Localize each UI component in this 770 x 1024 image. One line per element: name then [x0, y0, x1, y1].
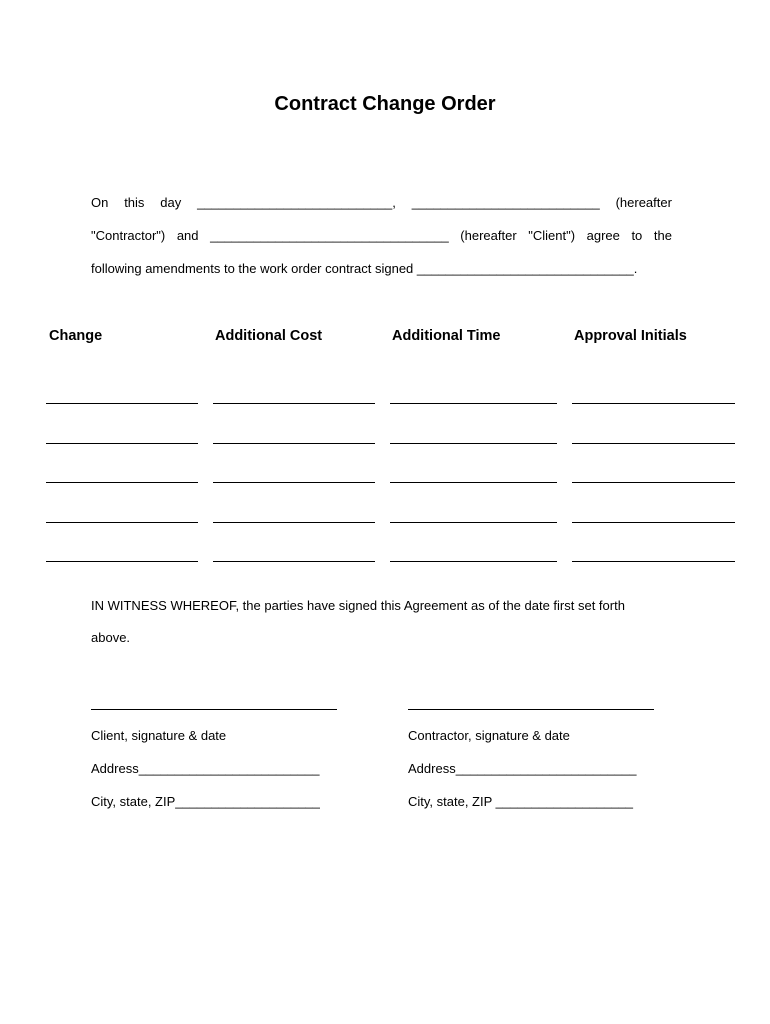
table-blank-line — [213, 482, 375, 483]
word: to — [631, 228, 643, 243]
table-blank-line — [390, 482, 557, 483]
table-blank-line — [572, 482, 735, 483]
table-blank-line — [390, 522, 557, 523]
header-additional-time: Additional Time — [392, 328, 501, 344]
date-blank: ___________________________, — [197, 195, 396, 210]
contractor-signature-label: Contractor, signature & date — [408, 728, 570, 743]
word: (hereafter — [460, 228, 517, 243]
table-blank-line — [390, 561, 557, 562]
client-address: Address_________________________ — [91, 761, 320, 776]
word: day — [160, 195, 182, 210]
table-blank-line — [572, 522, 735, 523]
contractor-address: Address_________________________ — [408, 761, 637, 776]
client-signature-line — [91, 709, 337, 710]
table-blank-line — [572, 561, 735, 562]
table-blank-line — [46, 482, 198, 483]
witness-line-2: above. — [91, 630, 131, 645]
word: On — [91, 195, 109, 210]
witness-line-1: IN WITNESS WHEREOF, the parties have signed this Agreement as of the date first set forth — [91, 598, 625, 613]
contractor-blank: __________________________ — [411, 195, 600, 210]
word: "Client") — [528, 228, 576, 243]
table-blank-line — [213, 403, 375, 404]
client-blank: _________________________________ — [210, 228, 449, 243]
table-blank-line — [390, 443, 557, 444]
contractor-city-state-zip: City, state, ZIP ___________________ — [408, 794, 634, 809]
word: agree — [586, 228, 620, 243]
table-blank-line — [46, 522, 198, 523]
document-title: Contract Change Order — [274, 93, 496, 115]
word: "Contractor") — [91, 228, 166, 243]
table-blank-line — [390, 403, 557, 404]
word: (hereafter — [615, 195, 672, 210]
header-change: Change — [49, 328, 103, 344]
word: and — [176, 228, 199, 243]
table-blank-line — [46, 443, 198, 444]
intro-line-1 — [91, 195, 672, 211]
header-approval-initials: Approval Initials — [574, 328, 687, 344]
table-blank-line — [572, 443, 735, 444]
word: this — [124, 195, 145, 210]
table-blank-line — [46, 403, 198, 404]
intro-line-2 — [91, 228, 672, 244]
table-blank-line — [46, 561, 198, 562]
client-city-state-zip: City, state, ZIP____________________ — [91, 794, 320, 809]
contractor-signature-line — [408, 709, 654, 710]
client-signature-label: Client, signature & date — [91, 728, 227, 743]
table-blank-line — [213, 522, 375, 523]
table-blank-line — [213, 561, 375, 562]
word: the — [653, 228, 672, 243]
header-additional-cost: Additional Cost — [215, 328, 323, 344]
table-blank-line — [572, 403, 735, 404]
intro-line-3: following amendments to the work order contract signed ______________________________. — [91, 261, 638, 276]
table-blank-line — [213, 443, 375, 444]
